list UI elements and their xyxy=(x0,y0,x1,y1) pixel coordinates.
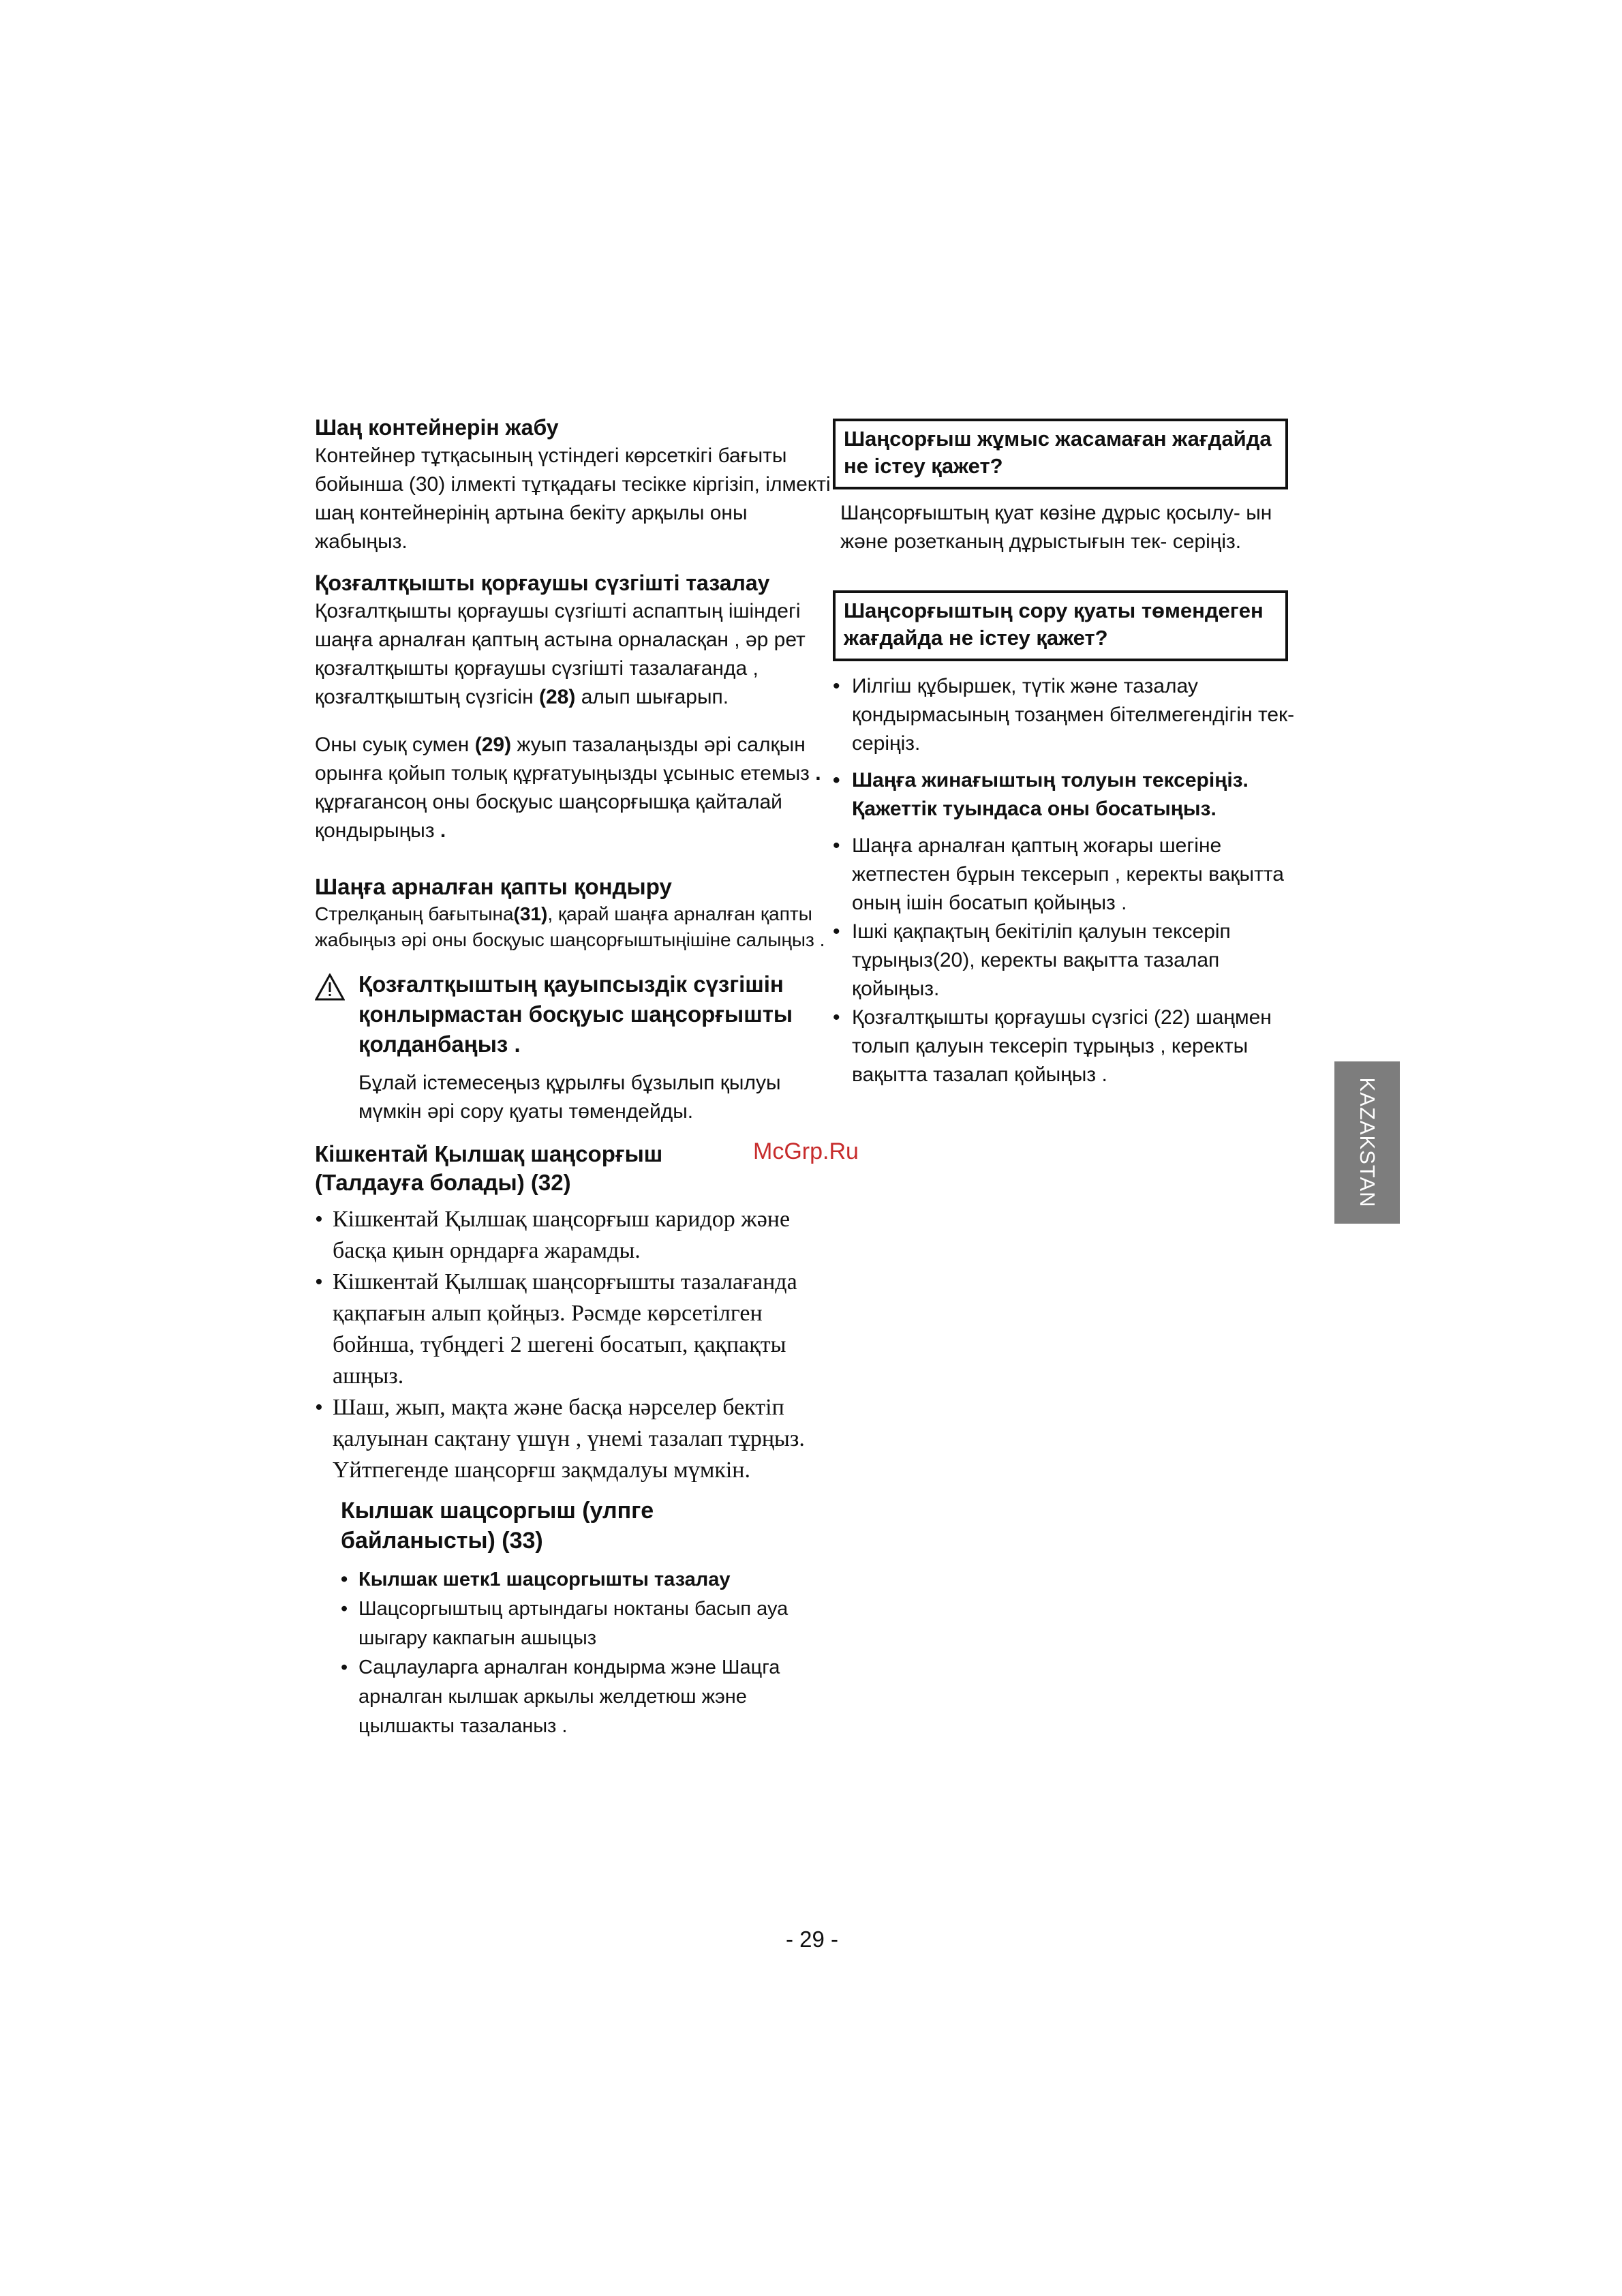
warning-icon xyxy=(315,973,345,1001)
section-title-brush-cleaning: Кылшак шацсоргыш (улпге байланысты) (33) xyxy=(341,1498,654,1554)
list-item: • Иілгіш құбыршек, түтік және тазалау қондырмасының тозаңмен бітелмегендігін тек- серіңіз. xyxy=(833,672,1310,758)
section-text-dust-bag: Стрелқаның бағытына(31), қарай шаңға арналған қапты жабыңыз әрі оны босқуыс шаңсорғыштыңішіне салыңыз . xyxy=(315,903,825,950)
list-item: • Шацсоргыштыц артындагы ноктаны басып ауа шыгару какпагын ашыцыз xyxy=(341,1595,833,1653)
list-item: • Кішкентай Қылшақ шаңсорғышты тазалағанда қақпағын алып қойңыз. Рәсмде көрсетілген бойнша, түбңдегі 2 шегені босатып, қақпақты ашңыз. xyxy=(315,1267,833,1392)
trouble-text-not-working: Шаңсорғыштың қуат көзіне дұрыс қосылу- ын және розетканың дұрыстығын тек- серіңіз. xyxy=(840,502,1272,553)
section-text-washing: Оны суық сумен (29) жуып тазалаңызды әрі салқын орынға қойып толық құрғатуыңызды ұсыныс етемыз . құрғаганcоң оны босқуыс шаңсорғышқа қайталай қондырыңыз . xyxy=(315,734,821,842)
language-tab-label: KAZAKSTAN xyxy=(1356,1077,1379,1208)
list-item: • Сацлауларга арналган кондырма жэне Шацга арналган кылшак аркылы желдетюш жэне цылшакты тазаланыз . xyxy=(341,1653,833,1741)
list-item: • Ішкі қақпақтың бекітіліп қалуын тексеріп тұрыңыз(20), керекты вақытта тазалап қойыңыз. xyxy=(833,918,1310,1003)
warning-text: Бұлай істемесеңыз құрылғы бұзылып қылуы мүмкін әрі сору қуаты төмендейды. xyxy=(358,1072,781,1123)
section-title-small-brush: Кішкентай Қылшақ шаңсорғыш (Талдауға болады) (32) xyxy=(315,1141,663,1195)
list-item: • Қозғалтқышты қорғаушы сүзгісі (22) шаңмен толып қалуын тексеріп тұрыңыз , керекты вақытта тазалап қойыңыз . xyxy=(833,1003,1310,1089)
left-column xyxy=(315,413,833,1741)
section-title-dust-bag: Шаңға арналған қапты қондыру xyxy=(315,874,672,899)
list-item: • Шаңға арналған қаптың жоғары шегіне жетпестен бұрын тексерып , керекты вақытта оның ішін босатып қойыңыз . xyxy=(833,832,1310,918)
list-item: • Кылшак шетк1 шацсоргышты тазалау xyxy=(341,1565,833,1595)
low-suction-list xyxy=(833,672,1310,1089)
list-item: • Шаш, жып, мақта және басқа нәрселер бектіп қалуынан сақтану үшүн , үнемі тазалап тұрңыз. Үйтпегенде шаңсорғш зақмдалуы мүмкін. xyxy=(315,1392,833,1486)
language-side-tab xyxy=(1334,1061,1400,1224)
page-number: - 29 - xyxy=(786,1927,839,1952)
list-item: • Кішкентай Қылшақ шаңсорғыш каридор және басқа қиын орндарға жарамды. xyxy=(315,1204,833,1267)
section-text-motor-filter: Қозғалтқышты қорғаушы сүзгішті аспаптың ішіндегі шаңға арналған қаптың астына орналасқан , әр рет қозғалтқышты қорғаушы сүзгішті тазалағанда , қозғалтқыштың сүзгісін (28) алып шығарып. xyxy=(315,600,806,708)
warning-title: Қозғалтқыштың қауыпсыздік сүзгішін қонлырмастан босқуыс шаңсорғышты қолданбаңыз . xyxy=(358,971,793,1057)
watermark: McGrp.Ru xyxy=(753,1138,859,1164)
brush-cleaning-list xyxy=(315,1565,833,1741)
trouble-box-low-suction: Шаңсорғыштың сору қуаты төмендеген жағдайда не істеу қажет? xyxy=(833,590,1288,661)
section-title-motor-filter: Қозғалтқышты қорғаушы сүзгішті тазалау xyxy=(315,571,770,595)
trouble-box-not-working: Шаңсорғыш жұмыс жасамаған жағдайда не істеу қажет? xyxy=(833,419,1288,489)
section-title-close-container: Шаң контейнерін жабу xyxy=(315,415,559,440)
small-brush-list xyxy=(315,1204,833,1486)
warning-block xyxy=(315,969,833,1126)
list-item: • Шаңға жинағыштың толуын тексеріңіз. Қажеттік туындаса оны босатыңыз. xyxy=(833,766,1310,824)
section-text-close-container: Контейнер тұтқасының үстіндегі көрсеткігі бағыты бойынша (30) ілмекті тұтқадағы тесікке кіргізіп, ілмекті шаң контейнерінің артына бекіту арқылы оны жабыңыз. xyxy=(315,444,831,553)
